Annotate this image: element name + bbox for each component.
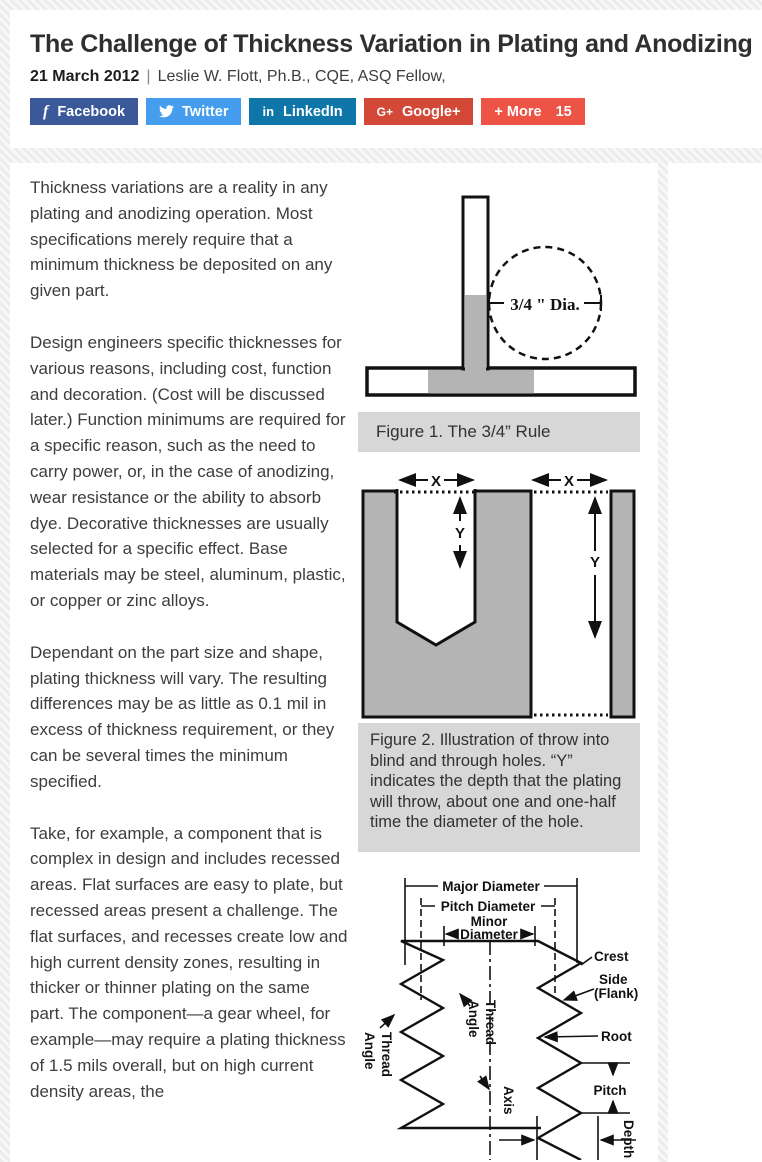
figure3-pitch-label: Pitch [593,1083,627,1098]
twitter-label: Twitter [182,103,229,120]
share-toolbar [30,98,762,125]
byline-separator: | [146,68,151,85]
publish-date: 21 March 2012 [30,68,140,85]
figure2-y-label-right: Y [589,554,601,571]
right-sidebar-panel [668,163,762,1162]
googleplus-label: Google+ [402,103,461,120]
figure3-thread-angle-center-label: ThreadAngle [466,1000,498,1046]
facebook-icon: f [43,102,49,120]
figure1-diameter-label: 3/4 " Dia. [510,295,580,314]
figure2-x-label-left: X [430,473,442,490]
figure3-flank-label: (Flank) [594,986,639,1001]
paragraph-2: Design engineers specific thicknesses for various reasons, including cost, function and decoration. (Cost will be discussed later.) Function minimums are required for a specific reason, such as the need to carry power, or, in the case of anodizing, wear resistance or the ability to absorb dye. Decorative thicknesses are usually selected for a specific effect. Base materials may be steel, aluminum, plastic, or copper or zinc alloys. [30,332,346,610]
more-label: + More [494,103,542,120]
figure2-x-label-right: X [563,473,575,490]
figure1-caption: Figure 1. The 3/4” Rule [358,412,640,452]
byline [30,68,762,86]
twitter-icon [159,105,174,118]
figure3-thread-nomenclature-drawing [358,868,640,1160]
paragraph-4: Take, for example, a component that is complex in design and includes recessed areas. Flat surfaces are easy to plate, but recessed areas present a challenge. The flat surfaces, and recesses create low and high current density zones, resulting in thicker or thinner plating on the same part. The component—a gear wheel, for example—may require a plating thickness of 1.5 mils overall, but on high current density areas, the [30,823,348,1101]
twitter-share-button[interactable] [146,98,241,125]
author-name: Leslie W. Flott, Ph.B., CQE, ASQ Fellow, [157,68,446,85]
figure2-throw-illustration [358,463,640,721]
googleplus-share-button[interactable] [364,98,474,125]
linkedin-label: LinkedIn [283,103,343,120]
facebook-label: Facebook [57,103,126,120]
figure3-thread-angle-left-label: ThreadAngle [362,1032,394,1078]
figure3-minor-diameter-label: Diameter [460,927,518,942]
figure3-root-label: Root [601,1029,632,1044]
linkedin-icon: in [262,104,275,119]
article-text-column [30,175,348,1130]
more-share-button[interactable] [481,98,584,125]
figure3-major-diameter-label: Major Diameter [442,879,540,894]
figure3-side-label: Side [599,972,628,987]
figure1-three-quarter-rule-drawing [358,190,640,408]
paragraph-3: Dependant on the part size and shape, plating thickness will vary. The resulting differences may be as little as 0.1 mil in excess of thickness requirement, or they can be several times the minimum specified. [30,642,335,791]
share-count: 15 [555,103,572,120]
figure3-minor-label: Minor [470,914,508,929]
article-body [10,163,658,1162]
figure2-caption: Figure 2. Illustration of throw into blind and through holes. “Y” indicates the depth that the plating will throw, about one and one-half time the diameter of the hole. [358,723,640,852]
figure2-y-label-left: Y [454,525,466,542]
facebook-share-button[interactable] [30,98,138,125]
googleplus-icon: G+ [376,104,393,119]
page-title: The Challenge of Thickness Variation in Plating and Anodizing [30,30,753,58]
paragraph-1: Thickness variations are a reality in any plating and anodizing operation. Most specifications merely require that a minimum thickness be deposited on any given part. [30,178,333,301]
linkedin-share-button[interactable] [249,98,355,125]
figure3-crest-label: Crest [594,949,629,964]
figure3-depth-label: Depth [621,1120,636,1159]
figure3-pitch-diameter-label: Pitch Diameter [440,899,536,914]
article-header [10,10,762,148]
figure3-axis-label: Axis [501,1086,516,1115]
